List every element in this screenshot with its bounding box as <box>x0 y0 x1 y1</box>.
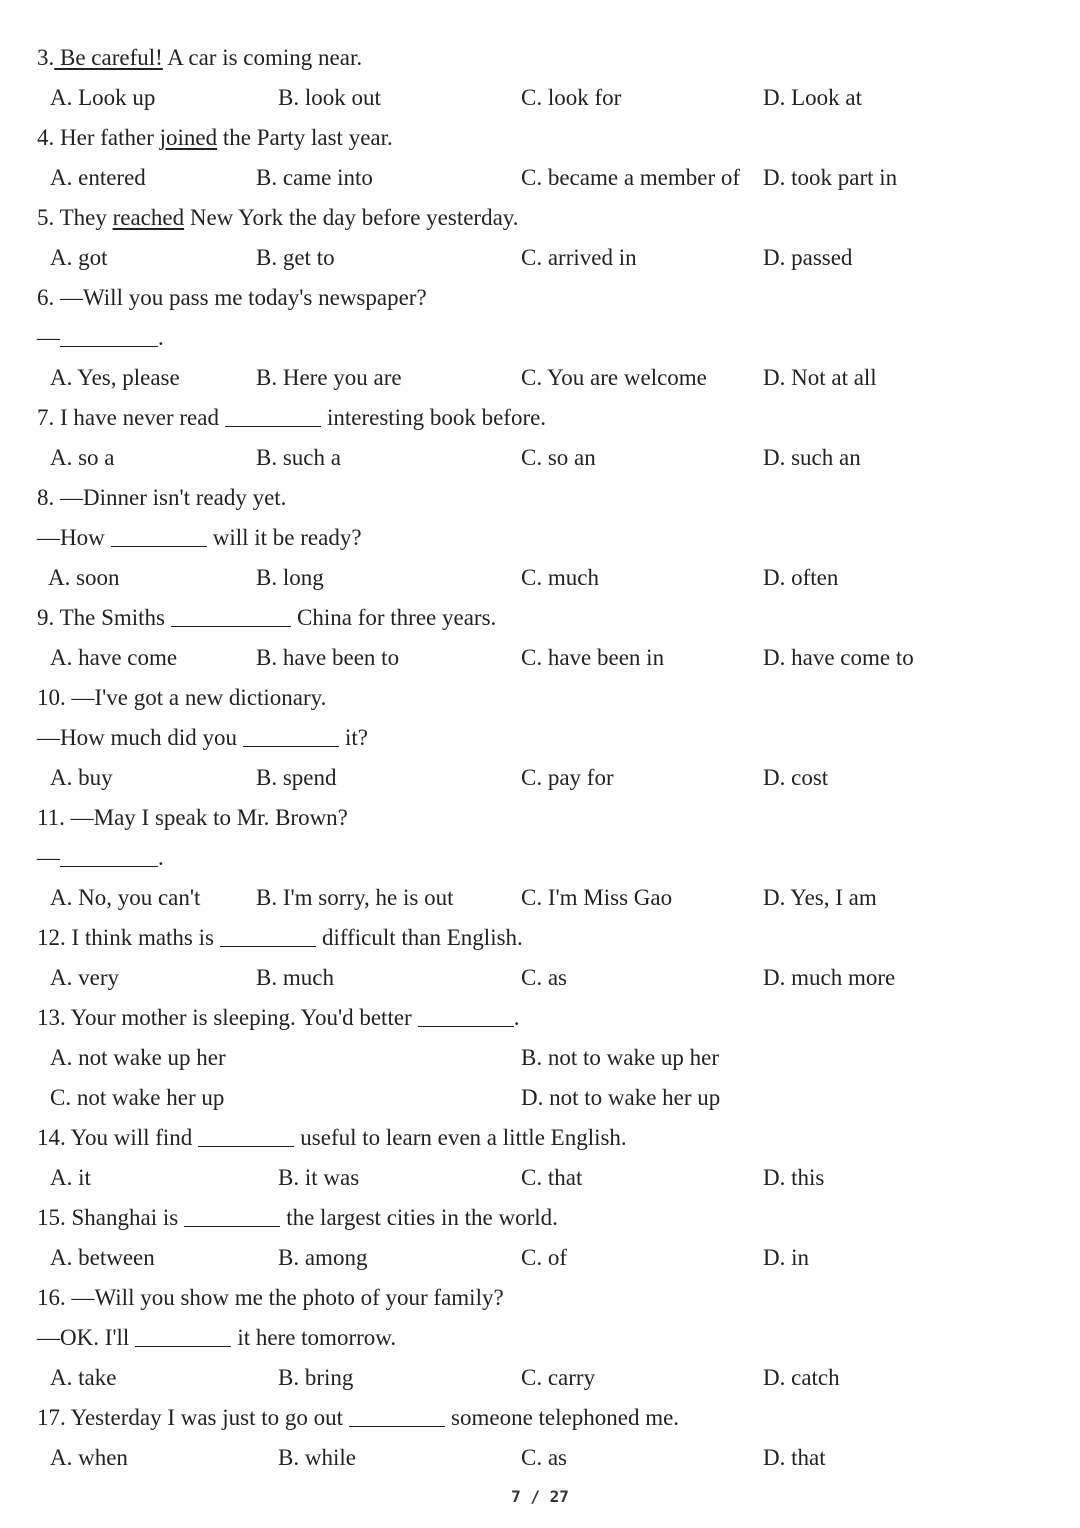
question-15-stem: 15. Shanghai is the largest cities in the world. <box>37 1205 558 1230</box>
question-11-response: — . <box>37 845 164 870</box>
option-c: C. carry <box>521 1365 596 1390</box>
option-b: B. much <box>256 965 334 990</box>
option-a: A. have come <box>50 645 178 670</box>
option-c: C. became a member of <box>521 165 741 190</box>
option-b: B. Here you are <box>256 365 402 390</box>
answer-blank <box>349 1406 445 1427</box>
answer-blank <box>184 1206 280 1227</box>
option-d: D. this <box>763 1165 825 1190</box>
question-5-stem: 5. They reached New York the day before yesterday. <box>37 205 519 230</box>
option-d: D. Look at <box>763 85 863 110</box>
option-c: C. You are welcome <box>521 365 707 390</box>
question-8-stem: 8. —Dinner isn't ready yet. <box>37 485 287 510</box>
option-a: A. take <box>50 1365 117 1390</box>
option-a: A. entered <box>50 165 146 190</box>
option-a: A. buy <box>50 765 113 790</box>
option-c: C. pay for <box>521 765 614 790</box>
question-10-response: —How much did you it? <box>37 725 368 750</box>
question-16-response: —OK. I'll it here tomorrow. <box>37 1325 397 1350</box>
option-a: A. not wake up her <box>50 1045 226 1070</box>
answer-blank <box>198 1126 294 1147</box>
answer-blank <box>225 406 321 427</box>
option-d: D. cost <box>763 765 829 790</box>
question-17-stem: 17. Yesterday I was just to go out someone telephoned me. <box>37 1405 680 1430</box>
underlined-phrase: Be careful! <box>60 45 163 70</box>
question-10-stem: 10. —I've got a new dictionary. <box>37 685 327 710</box>
option-b: B. not to wake up her <box>521 1045 720 1070</box>
option-b: B. such a <box>256 445 341 470</box>
option-b: B. it was <box>278 1165 360 1190</box>
answer-blank <box>418 1006 514 1027</box>
option-b: B. while <box>278 1445 356 1470</box>
answer-blank <box>60 846 158 867</box>
option-d: D. that <box>763 1445 826 1470</box>
option-b: B. among <box>278 1245 368 1270</box>
option-d: D. catch <box>763 1365 840 1390</box>
question-13-stem: 13. Your mother is sleeping. You'd better . <box>37 1005 520 1030</box>
page-number: 7 / 27 <box>511 1487 569 1506</box>
option-c: C. not wake her up <box>50 1085 225 1110</box>
option-a: A. got <box>50 245 108 270</box>
underlined-word: joined <box>159 125 218 150</box>
option-b: B. get to <box>256 245 335 270</box>
option-a: A. Yes, please <box>50 365 180 390</box>
answer-blank <box>171 606 291 627</box>
option-d: D. much more <box>763 965 896 990</box>
option-a: A. Look up <box>50 85 156 110</box>
option-d: D. in <box>763 1245 809 1270</box>
question-8-response: —How will it be ready? <box>37 525 362 550</box>
option-c: C. so an <box>521 445 596 470</box>
option-b: B. came into <box>256 165 373 190</box>
option-d: D. Yes, I am <box>763 885 877 910</box>
underlined-word: reached <box>112 205 185 230</box>
option-a: A. so a <box>50 445 115 470</box>
option-d: D. took part in <box>763 165 898 190</box>
option-a: A. it <box>50 1165 91 1190</box>
option-d: D. passed <box>763 245 853 270</box>
question-7-stem: 7. I have never read interesting book before. <box>37 405 547 430</box>
option-d: D. Not at all <box>763 365 877 390</box>
option-a: A. between <box>50 1245 155 1270</box>
answer-blank <box>60 326 158 347</box>
option-d: D. not to wake her up <box>521 1085 721 1110</box>
option-b: B. bring <box>278 1365 354 1390</box>
option-c: C. as <box>521 965 567 990</box>
answer-blank <box>111 526 207 547</box>
option-d: D. such an <box>763 445 861 470</box>
answer-blank <box>220 926 316 947</box>
option-b: B. I'm sorry, he is out <box>256 885 454 910</box>
option-b: B. look out <box>278 85 381 110</box>
option-c: C. I'm Miss Gao <box>521 885 673 910</box>
question-4-stem: 4. Her father joined the Party last year. <box>37 125 393 150</box>
option-b: B. have been to <box>256 645 400 670</box>
option-a: A. when <box>50 1445 128 1470</box>
option-c: C. look for <box>521 85 622 110</box>
question-9-stem: 9. The Smiths China for three years. <box>37 605 497 630</box>
option-a: A. very <box>50 965 119 990</box>
option-a: A. soon <box>48 565 120 590</box>
question-11-stem: 11. —May I speak to Mr. Brown? <box>37 805 348 830</box>
option-c: C. as <box>521 1445 567 1470</box>
question-16-stem: 16. —Will you show me the photo of your family? <box>37 1285 504 1310</box>
option-c: C. have been in <box>521 645 665 670</box>
option-b: B. long <box>256 565 324 590</box>
option-a: A. No, you can't <box>50 885 201 910</box>
answer-blank <box>243 726 339 747</box>
question-6-stem: 6. —Will you pass me today's newspaper? <box>37 285 427 310</box>
option-c: C. of <box>521 1245 567 1270</box>
question-12-stem: 12. I think maths is difficult than English. <box>37 925 523 950</box>
option-d: D. often <box>763 565 839 590</box>
option-c: C. arrived in <box>521 245 637 270</box>
option-b: B. spend <box>256 765 337 790</box>
question-6-response: — . <box>37 325 164 350</box>
answer-blank <box>135 1326 231 1347</box>
question-14-stem: 14. You will find useful to learn even a little English. <box>37 1125 627 1150</box>
option-c: C. that <box>521 1165 583 1190</box>
option-c: C. much <box>521 565 599 590</box>
question-3-stem: 3. Be careful! A car is coming near. <box>37 45 363 70</box>
option-d: D. have come to <box>763 645 914 670</box>
